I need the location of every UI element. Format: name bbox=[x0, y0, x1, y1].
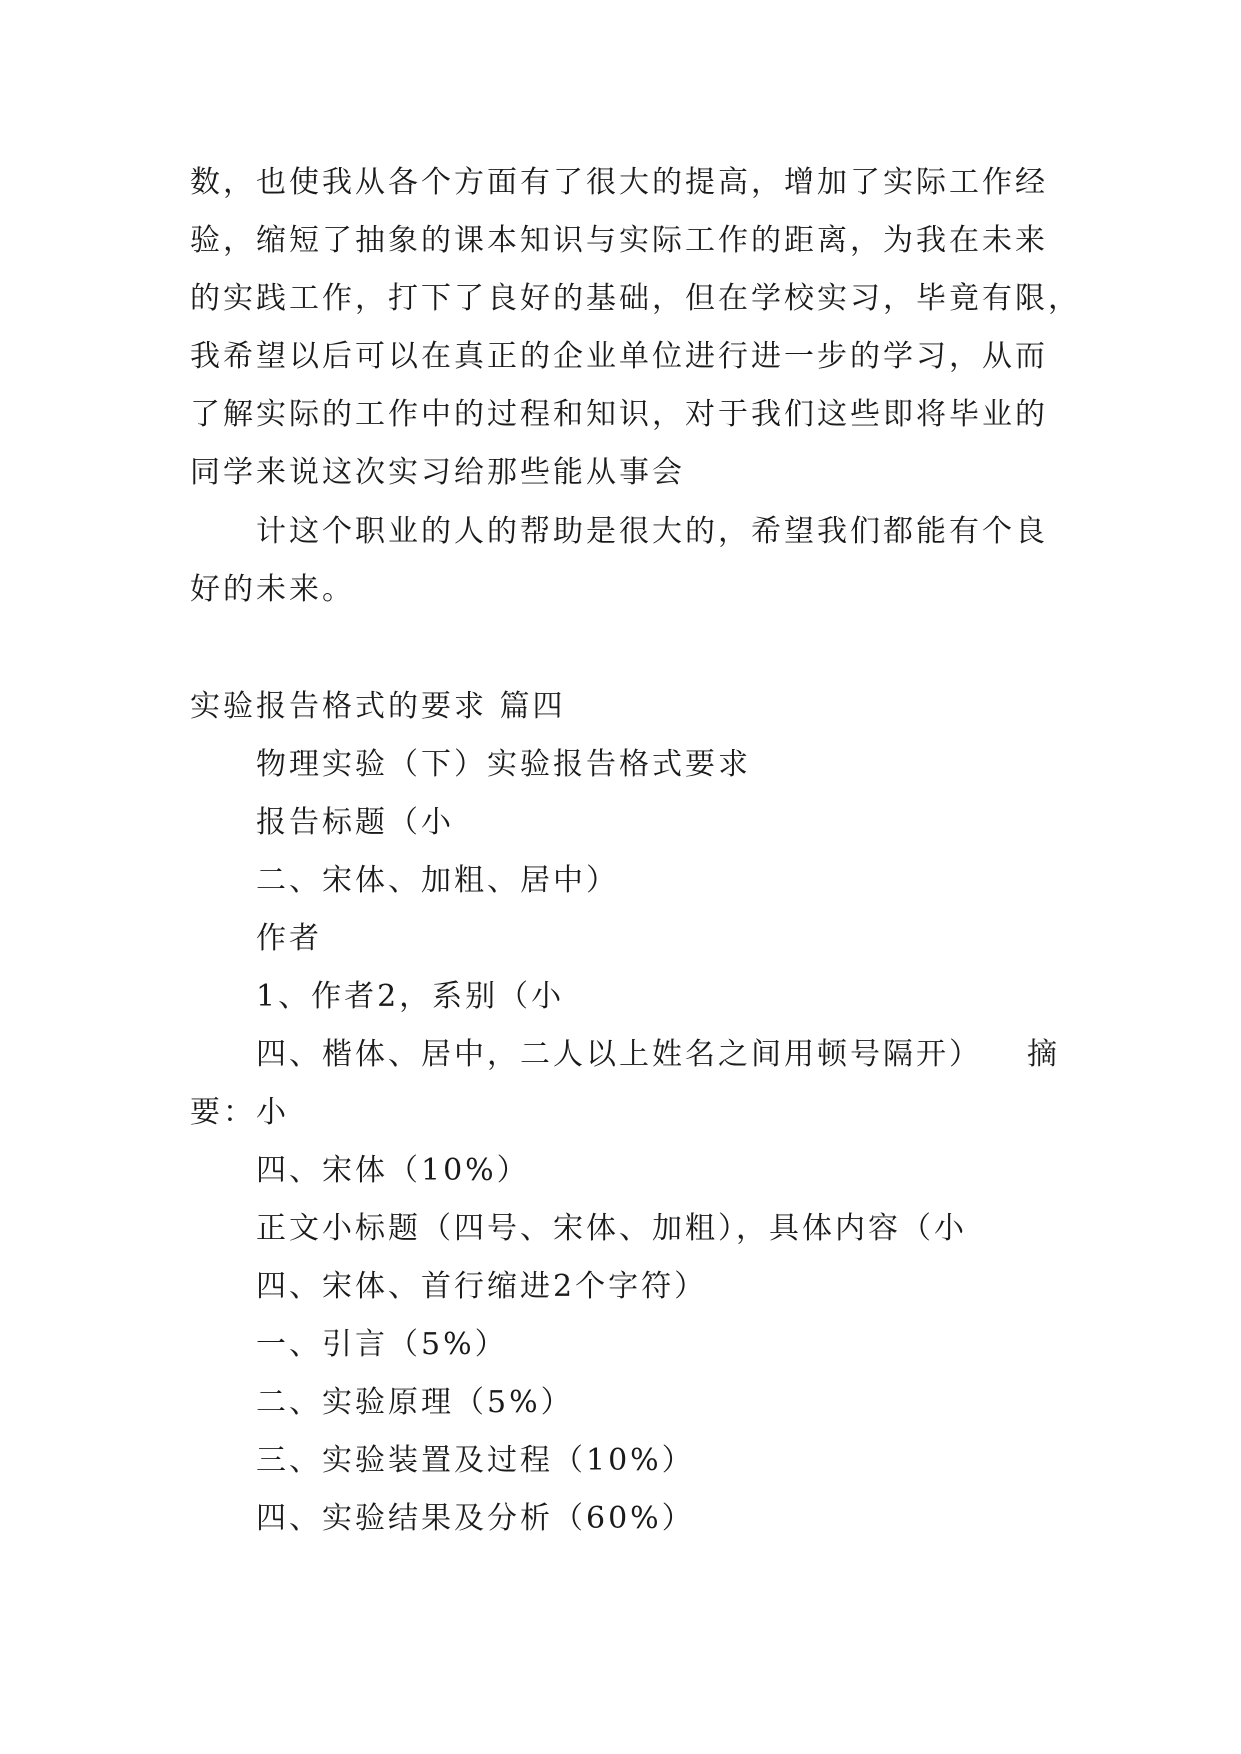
paragraph-line: 了解实际的工作中的过程和知识，对于我们这些即将毕业的 bbox=[190, 397, 1048, 432]
content-line: 二、宋体、加粗、居中） bbox=[256, 863, 619, 898]
content-line: 四、宋体（10%） bbox=[256, 1153, 530, 1188]
content-line: 四、宋体、首行缩进2个字符） bbox=[256, 1269, 708, 1304]
paragraph-line: 的实践工作，打下了良好的基础，但在学校实习，毕竟有限， bbox=[190, 281, 1081, 316]
paragraph-line: 同学来说这次实习给那些能从事会 bbox=[190, 455, 685, 490]
section-content bbox=[190, 736, 1060, 1548]
paragraph-line: 数，也使我从各个方面有了很大的提高，增加了实际工作经 bbox=[190, 165, 1048, 200]
closing-paragraph bbox=[190, 503, 1060, 619]
paragraph-line: 计这个职业的人的帮助是很大的，希望我们都能有个良 bbox=[256, 514, 1048, 549]
content-line: 物理实验（下）实验报告格式要求 bbox=[256, 747, 751, 782]
content-line: 正文小标题（四号、宋体、加粗），具体内容（小 bbox=[256, 1211, 967, 1246]
content-line: 二、实验原理（5%） bbox=[256, 1385, 574, 1420]
content-line: 三、实验装置及过程（10%） bbox=[256, 1443, 695, 1478]
content-line: 作者 bbox=[256, 921, 322, 956]
abstract-line-right: 摘 bbox=[1027, 1037, 1060, 1072]
content-line: 1、作者2，系别（小 bbox=[256, 979, 565, 1014]
abstract-line-left: 四、楷体、居中，二人以上姓名之间用顿号隔开） bbox=[256, 1037, 982, 1072]
abstract-line bbox=[190, 1026, 1060, 1084]
body-paragraph bbox=[190, 154, 1081, 502]
section-title: 实验报告格式的要求 篇四 bbox=[190, 689, 566, 724]
abstract-continuation: 要：小 bbox=[190, 1095, 289, 1130]
paragraph-line: 好的未来。 bbox=[190, 572, 355, 607]
section-heading bbox=[190, 678, 1060, 736]
content-line: 一、引言（5%） bbox=[256, 1327, 508, 1362]
content-line: 四、实验结果及分析（60%） bbox=[256, 1501, 695, 1536]
paragraph-line: 验，缩短了抽象的课本知识与实际工作的距离，为我在未来 bbox=[190, 223, 1048, 258]
content-line: 报告标题（小 bbox=[256, 805, 454, 840]
paragraph-line: 我希望以后可以在真正的企业单位进行进一步的学习，从而 bbox=[190, 339, 1048, 374]
